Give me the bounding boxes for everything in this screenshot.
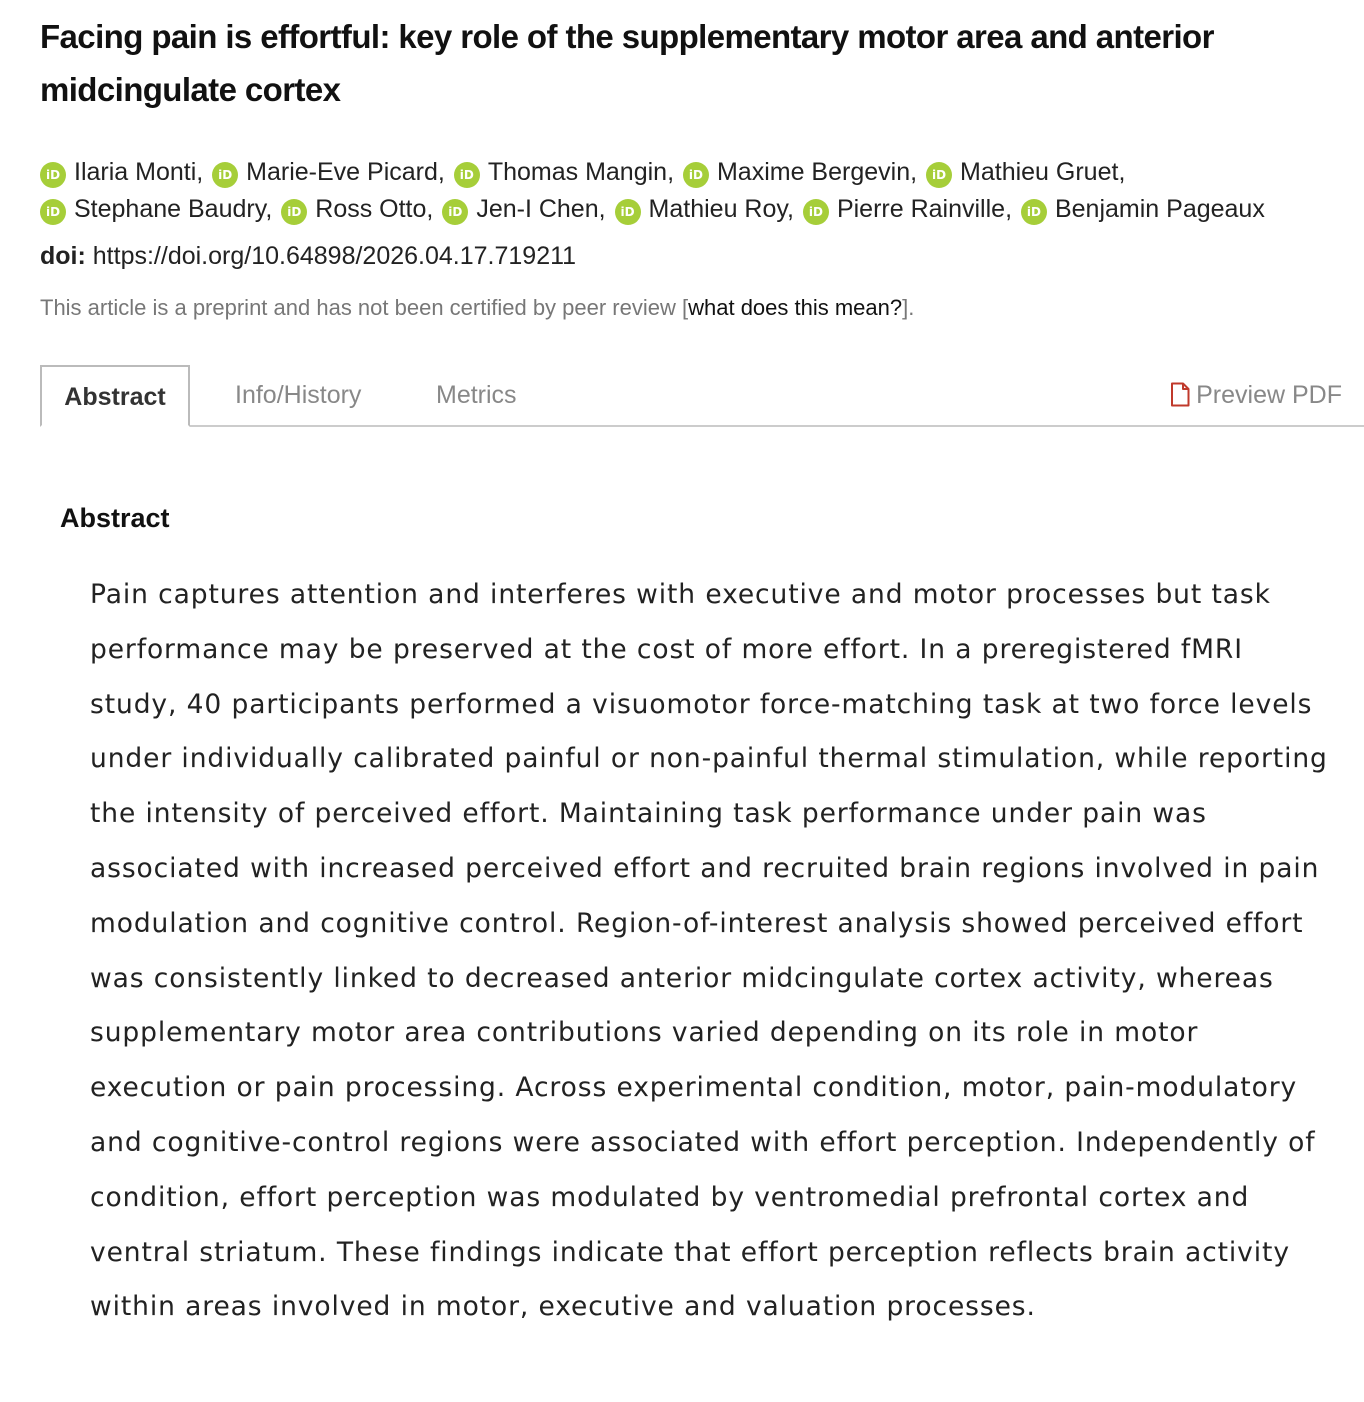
doi-label: doi: [40, 242, 86, 270]
orcid-icon[interactable]: iD [803, 199, 829, 225]
author-item[interactable] [615, 191, 794, 228]
preprint-note-end: ]. [902, 295, 915, 320]
author-name[interactable]: Jen-I Chen [476, 195, 599, 223]
author-separator: , [196, 158, 204, 186]
tab-info-history[interactable]: Info/History [235, 381, 362, 409]
author-item[interactable] [454, 154, 674, 191]
author-separator: , [598, 195, 606, 223]
abstract-heading: Abstract [60, 503, 170, 533]
author-item[interactable] [803, 191, 1012, 228]
author-separator: , [437, 158, 445, 186]
orcid-icon[interactable]: iD [40, 162, 66, 188]
author-separator: , [787, 195, 794, 223]
author-item[interactable] [1021, 191, 1265, 228]
author-name[interactable]: Marie-Eve Picard [246, 158, 438, 186]
author-item[interactable] [683, 154, 917, 191]
author-item[interactable] [212, 154, 445, 191]
author-name[interactable]: Thomas Mangin [487, 158, 668, 186]
author-item[interactable] [281, 191, 433, 228]
author-name[interactable]: Benjamin Pageaux [1054, 195, 1265, 223]
orcid-icon[interactable]: iD [615, 199, 641, 225]
author-name[interactable]: Mathieu Gruet [960, 158, 1119, 186]
orcid-icon[interactable]: iD [40, 199, 66, 225]
author-item[interactable] [40, 191, 272, 228]
author-name[interactable]: Mathieu Roy [648, 195, 788, 223]
author-list [40, 154, 1364, 228]
orcid-icon[interactable]: iD [454, 162, 480, 188]
author-separator: , [1118, 158, 1126, 186]
author-item[interactable] [40, 154, 203, 191]
orcid-icon[interactable]: iD [442, 199, 468, 225]
author-name[interactable]: Ross Otto [315, 195, 427, 223]
author-item[interactable] [442, 191, 605, 228]
file-pdf-icon [1170, 369, 1190, 429]
preprint-note-text: This article is a preprint and has not been certified by peer review [ [40, 295, 689, 320]
orcid-icon[interactable]: iD [1021, 199, 1047, 225]
tab-metrics[interactable]: Metrics [436, 381, 517, 409]
orcid-icon[interactable]: iD [212, 162, 238, 188]
author-separator: , [265, 195, 273, 223]
author-separator: , [1005, 195, 1013, 223]
author-name[interactable]: Pierre Rainville [836, 195, 1006, 223]
author-name[interactable]: Ilaria Monti [74, 158, 197, 186]
author-separator: , [426, 195, 434, 223]
orcid-icon[interactable]: iD [683, 162, 709, 188]
article-title: Facing pain is effortful: key role of the supplementary motor area and anterior midcingulate cortex [40, 18, 1214, 108]
article-tabs [40, 365, 1364, 427]
author-name[interactable]: Maxime Bergevin [716, 158, 911, 186]
tab-abstract[interactable]: Abstract [40, 365, 190, 427]
author-separator: , [667, 158, 675, 186]
what-does-this-mean-link[interactable]: what does this mean? [688, 295, 903, 320]
doi-line [40, 236, 576, 276]
author-separator: , [910, 158, 918, 186]
doi-link[interactable]: https://doi.org/10.64898/2026.04.17.719211 [92, 242, 577, 270]
orcid-icon[interactable]: iD [926, 162, 952, 188]
preprint-notice [40, 290, 914, 326]
preview-pdf-label[interactable]: Preview PDF [1196, 381, 1342, 409]
author-item[interactable] [926, 154, 1125, 191]
preview-pdf-button[interactable] [1170, 365, 1342, 425]
orcid-icon[interactable]: iD [281, 199, 307, 225]
abstract-text: Pain captures attention and interferes with executive and motor processes but task performance may be preserved at the cost of more effort. In a preregistered fMRI study, 40 participants performed a visuomotor force-matching task at two force levels under individually calibrated painful or non-painful thermal stimulation, while reporting the intensity of perceived effort. Maintaining task performance under pain was associated with increased perceived effort and recruited brain regions involved in pain modulation and cognitive control. Region-of-interest analysis showed perceived effort was consistently linked to decreased anterior midcingulate cortex activity, whereas supplementary motor area contributions varied depending on its role in motor execution or pain processing. Across experimental condition, motor, pain-modulatory and cognitive-control regions were associated with effort perception. Independently of condition, effort perception was modulated by ventromedial prefrontal cortex and ventral striatum. These findings indicate that effort perception reflects brain activity within areas involved in motor, executive and valuation processes. [90, 579, 1328, 1323]
author-name[interactable]: Stephane Baudry [74, 195, 266, 223]
